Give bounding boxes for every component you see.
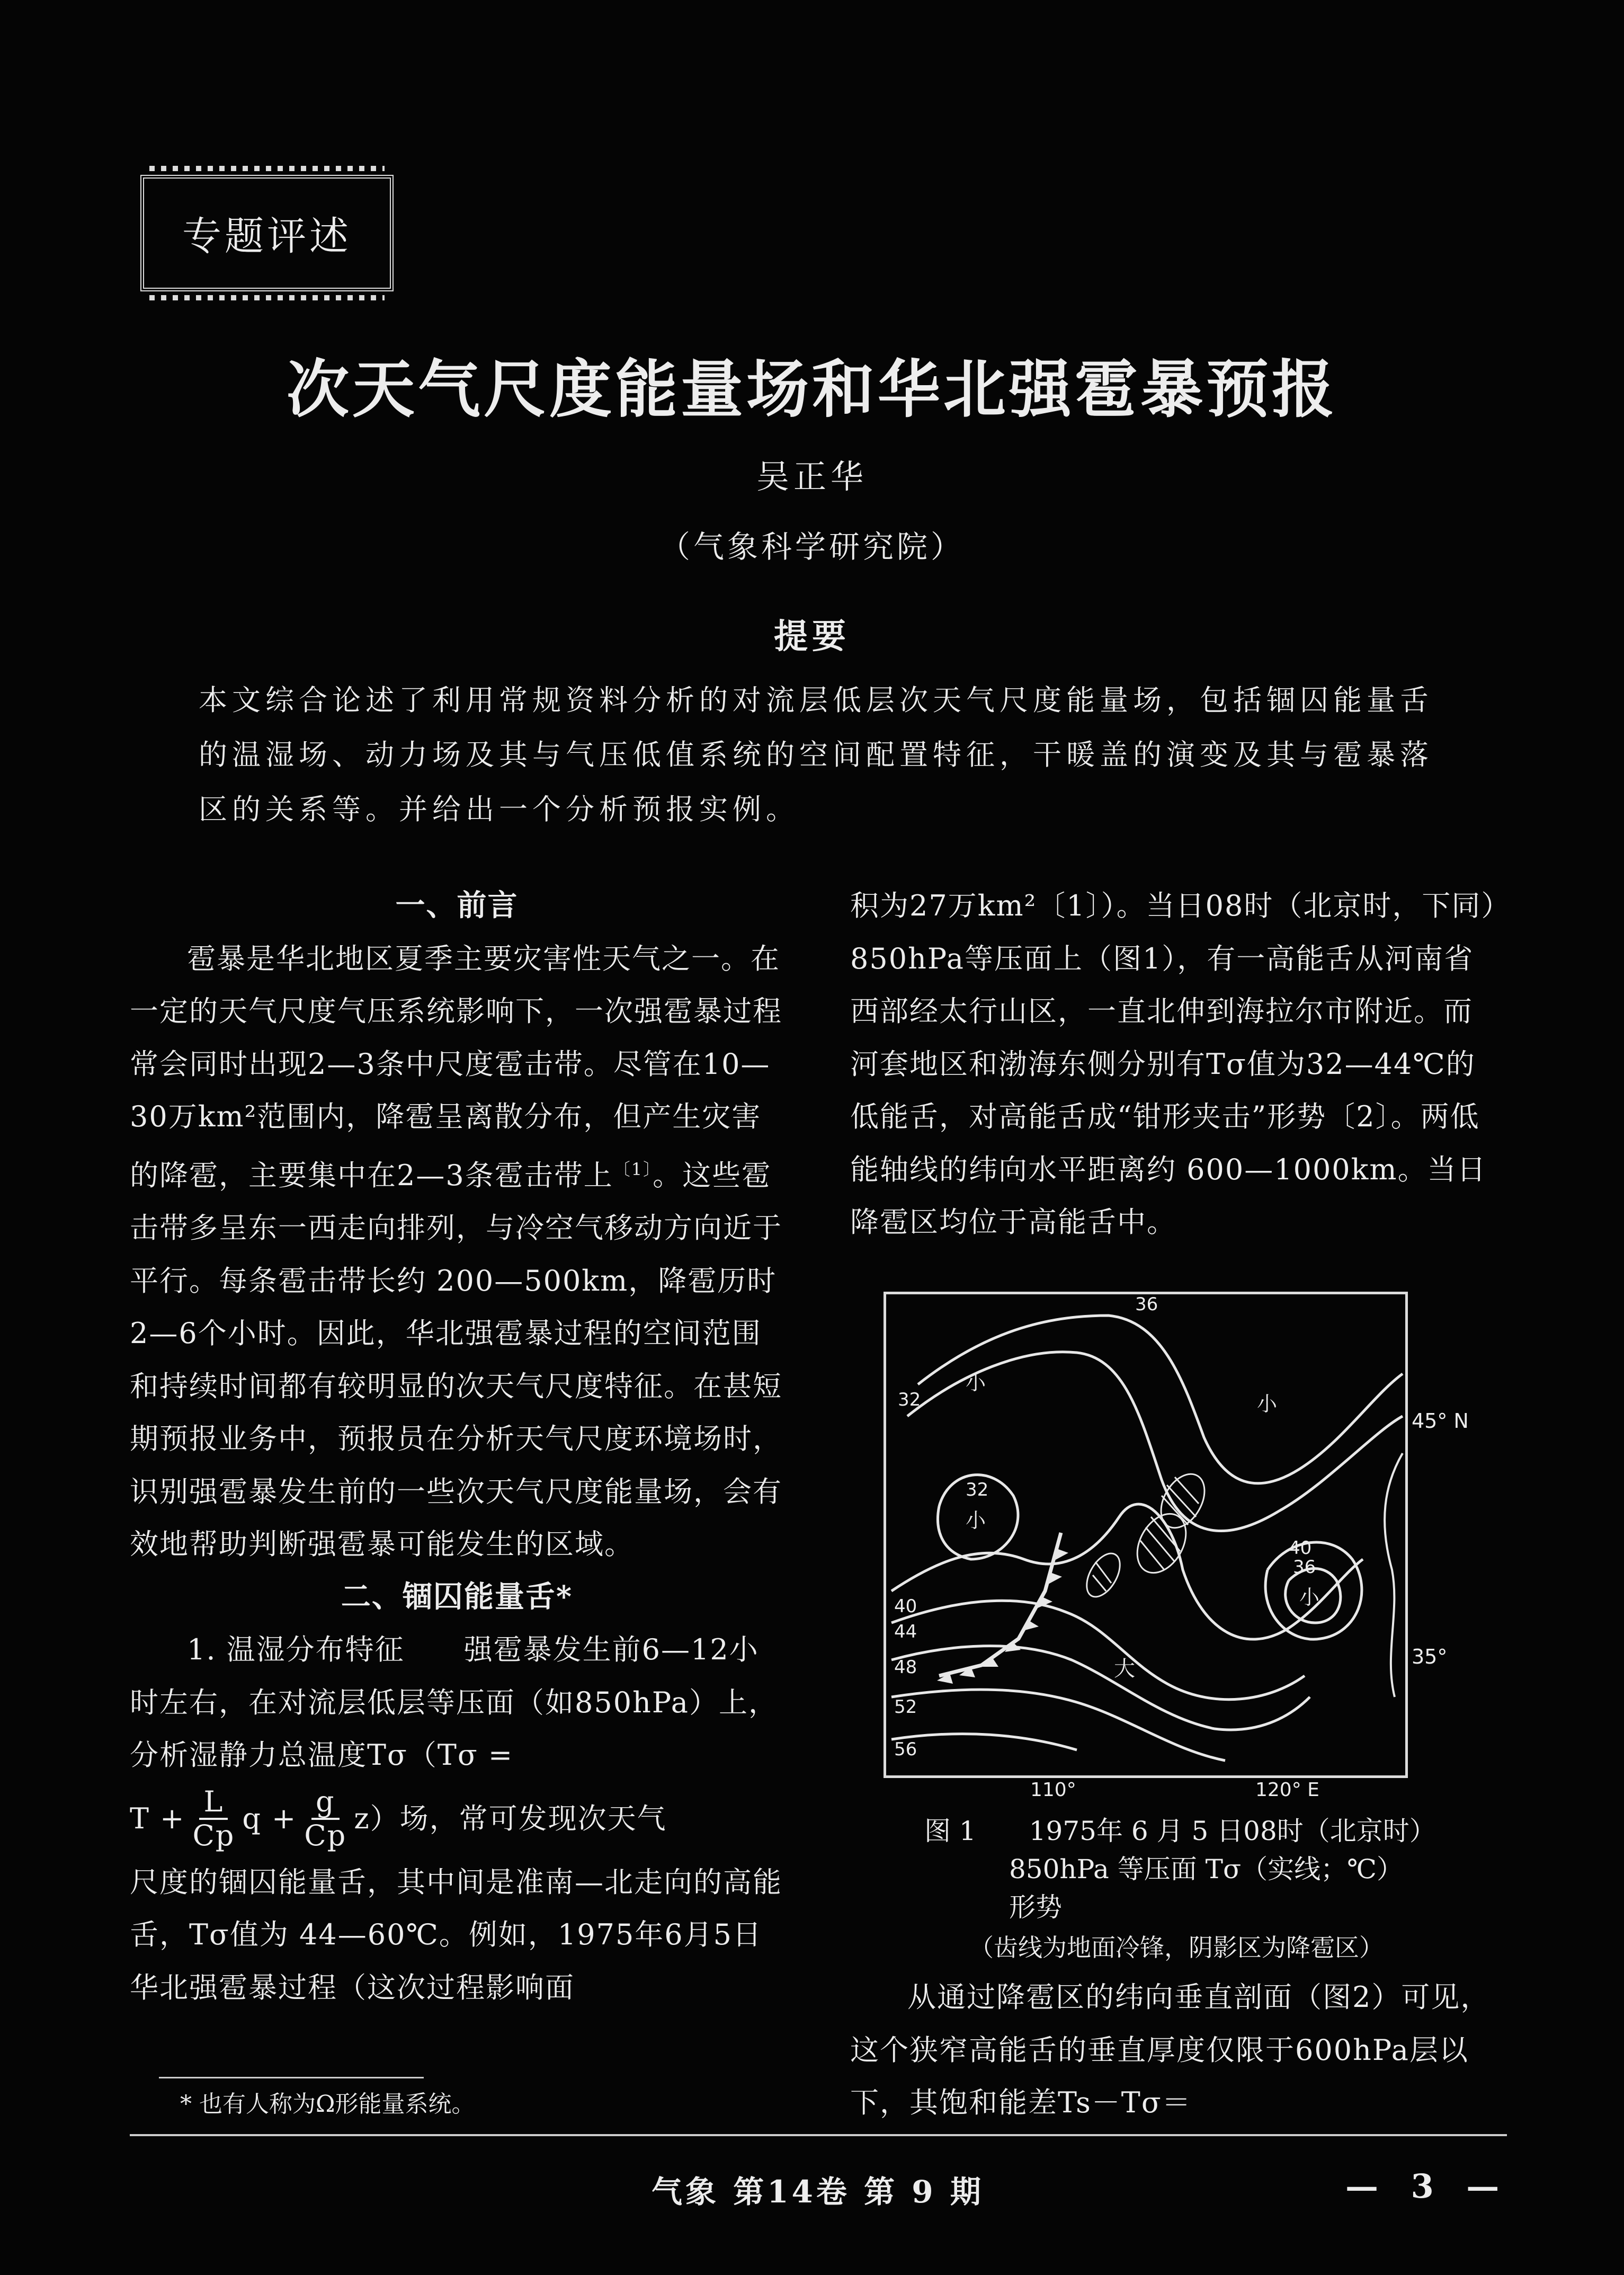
figure-1-map [884,1292,1408,1778]
frac-num-g: g [311,1786,340,1820]
article-title: 次天气尺度能量场和华北强雹暴预报 [286,352,1337,426]
frac-den-cp2: Cp [304,1818,347,1852]
coastline [1385,1453,1403,1697]
figure-1-svg [886,1294,1405,1775]
fraction-g-cp [304,1786,346,1852]
contour-40 [891,1504,1363,1639]
low-label-2: 小 [1257,1392,1278,1416]
caption-line-1: 1975年 6 月 5 日08时（北京时） [1029,1816,1436,1846]
lon-110-label: 110° [1030,1779,1076,1801]
reference-1: 〔1〕 [613,1159,653,1179]
s1-text-b: 。这些雹击带多呈东一西走向排列，与冷空气移动方向近于平行。每条雹击带长约 200—500km，降雹历时 2—6个小时。因此，华北强雹暴过程的空间范围和持续时间都有较明显的次天气尺度特征。在甚短期预报业务中，预报员在分析天气尺度环境场时，识别强雹暴发生前的一些次天气尺度能量场，会有效地帮助判断强雹暴可能发生的区域。 [130,1158,782,1561]
section-2-para-1 [130,1623,784,1782]
section-2-para-2: 尺度的锢囚能量舌，其中间是准南—北走向的高能舌，Tσ值为 44—60℃。例如，1975年6月5日华北强雹暴过程（这次过程影响面 [130,1865,782,2004]
high-label: 大 [1114,1657,1135,1681]
label-44-left: 44 [894,1621,917,1642]
caption-line-3: 形势 [1009,1892,1062,1923]
s2-text-1: 强雹暴发生前6—12小时左右，在对流层低层等压面（如850hPa）上，分析湿静力总温度Tσ（Tσ = [130,1633,778,1772]
lat-45-label: 45° N [1412,1409,1469,1433]
lon-120-label: 120° E [1255,1779,1319,1801]
label-40-left: 40 [894,1596,917,1617]
cold-front-teeth [937,1549,1068,1684]
formula-q: q + [242,1801,297,1835]
caption-label: 图 1 [924,1816,976,1846]
formula-t-sigma [130,1782,784,1856]
label-52-left: 52 [894,1696,917,1718]
s1-text-a: 雹暴是华北地区夏季主要灾害性天气之一。在一定的天气尺度气压系统影响下，一次强雹暴过程常会同时出现2—3条中尺度雹击带。尽管在10—30万km²范围内，降雹呈离散分布，但产生灾害的降雹，主要集中在2—3条雹击带上 [130,941,782,1192]
contour-48 [891,1646,1310,1730]
subsection-title: 1. 温湿分布特征 [187,1633,405,1666]
page-number: — 3 — [1345,2167,1510,2206]
formula-t: T + [130,1801,185,1835]
lat-35-label: 35° [1412,1645,1448,1668]
contour-56 [891,1734,1077,1750]
label-32-left: 32 [898,1389,921,1410]
section-2-title: 二、锢囚能量舌* [341,1579,573,1614]
journal-footer: 气象 第14卷 第 9 期 [652,2174,984,2210]
frac-den-cp1: Cp [192,1818,235,1852]
right-para-2: 从通过降雹区的纬向垂直剖面（图2）可见，这个狭窄高能舌的垂直厚度仅限于600hPa层以下，其饱和能差Ts－Tσ＝ [850,1980,1491,2119]
left-column [130,879,784,2014]
right-column [850,879,1499,1249]
caption-line-2: 850hPa 等压面 Tσ（实线；℃） [1009,1854,1404,1885]
label-32-inner: 32 [966,1479,989,1500]
formula-z: z）场，常可发现次天气 [354,1801,667,1835]
right-column-bottom [850,1971,1499,2129]
contour-52 [891,1690,1225,1761]
right-para-1: 积为27万km²〔1〕）。当日08时（北京时，下同）850hPa等压面上（图1），有一高能舌从河南省西部经太行山区，一直北伸到海拉尔市附近。而河套地区和渤海东侧分别有Tσ值为32—44℃的低能舌，对高能舌成“钳形夹击”形势〔2〕。两低能轴线的纬向水平距离约 600—1000km。当日降雹区均位于高能舌中。 [850,889,1497,1239]
label-40-right: 40 [1289,1538,1312,1559]
footnote: * 也有人称为Ω形能量系统。 [180,2091,475,2118]
figure-1-caption [924,1812,1436,1926]
footer-divider [130,2134,1507,2136]
low-label-1: 小 [966,1371,986,1394]
abstract-text: 本文综合论述了利用常规资料分析的对流层低层次天气尺度能量场，包括锢囚能量舌的温湿场、动力场及其与气压低值系统的空间配置特征，干暖盖的演变及其与雹暴落区的关系等。并给出一个分析预报实例。 [199,683,1433,826]
author: 吴正华 [756,457,868,496]
column-tag [140,175,394,291]
hail-area-3 [1080,1548,1127,1603]
label-36-right: 36 [1293,1557,1316,1578]
label-48-left: 48 [894,1657,917,1678]
frac-num-l: L [199,1786,228,1820]
label-56-left: 56 [894,1739,917,1760]
contour-44 [891,1601,1305,1699]
hail-hatching [1093,1477,1199,1591]
figure-1-note: （齿线为地面冷锋，阴影区为降雹区） [969,1933,1384,1962]
column-tag-text: 专题评述 [182,214,352,259]
low-label-3: 小 [966,1509,986,1532]
label-36-top: 36 [1135,1294,1158,1315]
fraction-l-cp [192,1786,235,1852]
abstract-heading: 提要 [774,617,850,656]
affiliation: （气象科学研究院） [659,529,965,565]
footnote-divider [159,2077,424,2078]
contour-36-top [918,1316,1403,1483]
section-1-title: 一、前言 [395,888,519,923]
section-1-body [130,932,784,1571]
low-label-4: 小 [1299,1586,1320,1609]
